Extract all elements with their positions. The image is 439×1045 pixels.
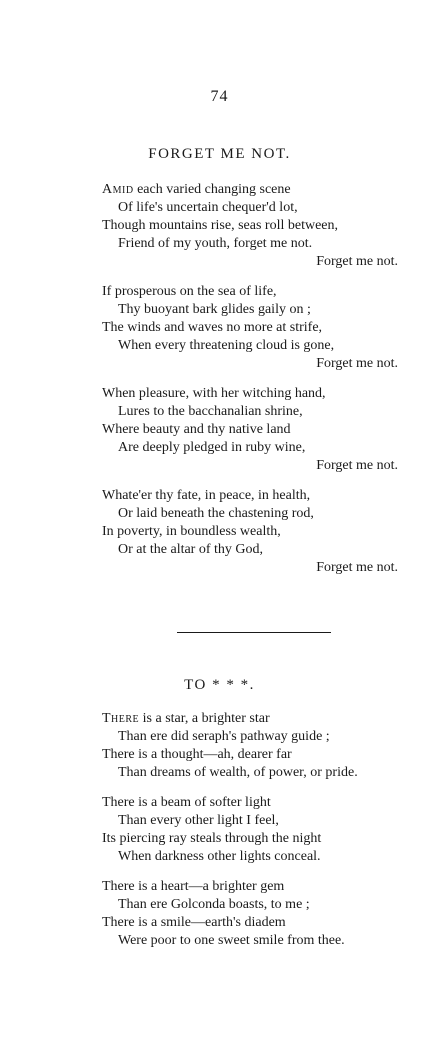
poem-title-forget-me-not: FORGET ME NOT.	[148, 146, 291, 162]
page-number: 74	[210, 88, 229, 105]
poem-line: Than every other light I feel,	[118, 813, 279, 828]
poem-line: In poverty, in boundless wealth,	[102, 524, 281, 539]
poem-line: If prosperous on the sea of life,	[102, 284, 277, 299]
poem-line: There is a smile—earth's diadem	[102, 915, 286, 930]
poem-forget-me-not	[102, 181, 422, 589]
poem-line: Thy buoyant bark glides gaily on ;	[118, 302, 311, 317]
poem-line: Or at the altar of thy God,	[118, 542, 264, 557]
stanza	[102, 878, 422, 950]
line-text: each varied changing scene	[133, 182, 291, 197]
line-text: is a star, a brighter star	[139, 711, 270, 726]
stanza	[102, 487, 422, 577]
poem-line: Than ere did seraph's pathway guide ;	[118, 729, 330, 744]
refrain-line: Forget me not.	[316, 356, 398, 371]
stanza	[102, 385, 422, 475]
poem-line: Are deeply pledged in ruby wine,	[118, 440, 306, 455]
poem-line: The winds and waves no more at strife,	[102, 320, 323, 335]
poem-line: When pleasure, with her witching hand,	[102, 386, 326, 401]
stanza	[102, 283, 422, 373]
poem-line: Or laid beneath the chastening rod,	[118, 506, 314, 521]
poem-line	[102, 181, 422, 199]
poem-line: Of life's uncertain chequer'd lot,	[118, 200, 298, 215]
section-divider	[177, 632, 331, 633]
poem-line: There is a heart—a brighter gem	[102, 879, 285, 894]
poem-line	[102, 710, 422, 728]
drop-word: Amid	[102, 182, 134, 197]
poem-line: There is a beam of softer light	[102, 795, 271, 810]
poem-line: Though mountains rise, seas roll between,	[102, 218, 339, 233]
refrain-line: Forget me not.	[316, 560, 398, 575]
poem-line: There is a thought—ah, dearer far	[102, 747, 292, 762]
poem-title-to: TO * * *.	[184, 677, 255, 693]
stanza	[102, 794, 422, 866]
poem-line: When every threatening cloud is gone,	[118, 338, 335, 353]
poem-line: Its piercing ray steals through the night	[102, 831, 322, 846]
poem-line: Friend of my youth, forget me not.	[118, 236, 313, 251]
refrain-line: Forget me not.	[316, 458, 398, 473]
poem-line: Where beauty and thy native land	[102, 422, 291, 437]
refrain-line: Forget me not.	[316, 254, 398, 269]
poem-to	[102, 710, 422, 962]
stanza	[102, 181, 422, 271]
poem-line: Than dreams of wealth, of power, or pride.	[118, 765, 358, 780]
poem-line: Whate'er thy fate, in peace, in health,	[102, 488, 311, 503]
poem-line: Than ere Golconda boasts, to me ;	[118, 897, 310, 912]
drop-word: There	[102, 711, 140, 726]
poem-line: Lures to the bacchanalian shrine,	[118, 404, 303, 419]
poem-line: Were poor to one sweet smile from thee.	[118, 933, 345, 948]
stanza	[102, 710, 422, 782]
poem-line: When darkness other lights conceal.	[118, 849, 321, 864]
